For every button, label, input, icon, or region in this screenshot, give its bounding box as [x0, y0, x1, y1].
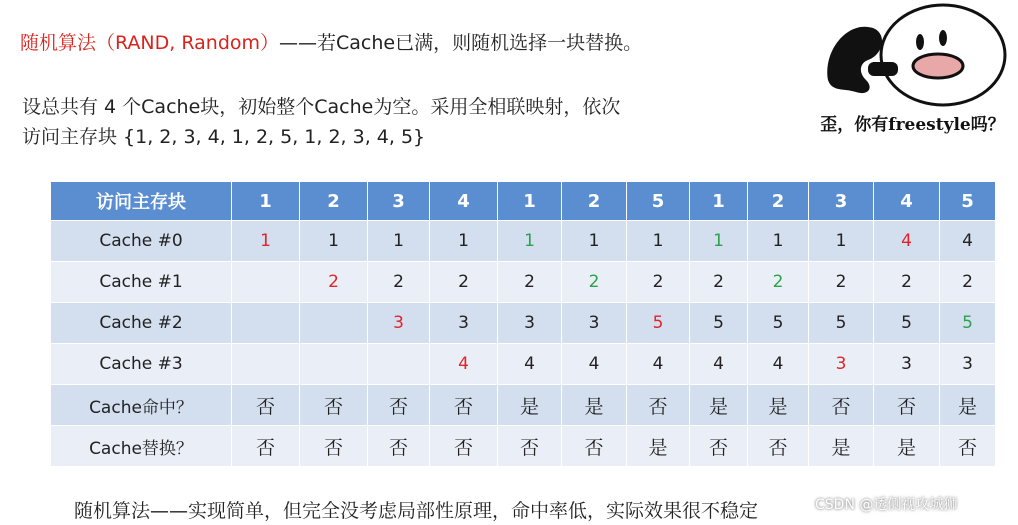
cache-row — [51, 221, 996, 262]
cache-cell: 1 — [498, 221, 562, 262]
replace-cell: 否 — [498, 426, 562, 467]
problem-description — [22, 92, 620, 152]
hit-cell: 否 — [300, 385, 368, 426]
cache-row — [51, 344, 996, 385]
header-access: 2 — [748, 182, 809, 221]
cache-cell: 2 — [368, 262, 430, 303]
replace-cell: 否 — [232, 426, 300, 467]
cache-cell: 2 — [874, 262, 940, 303]
header-label: 访问主存块 — [51, 182, 232, 221]
cache-cell — [300, 344, 368, 385]
cache-cell: 5 — [809, 303, 874, 344]
hit-cell: 是 — [562, 385, 627, 426]
cache-cell: 1 — [430, 221, 498, 262]
cache-cell — [232, 303, 300, 344]
header-access: 2 — [562, 182, 627, 221]
row-label: Cache #0 — [51, 221, 232, 262]
cache-cell: 2 — [627, 262, 690, 303]
replace-row — [51, 426, 996, 467]
cache-cell: 5 — [748, 303, 809, 344]
cache-cell: 2 — [748, 262, 809, 303]
slide-title — [20, 28, 642, 55]
cache-cell: 4 — [748, 344, 809, 385]
cache-cell: 2 — [430, 262, 498, 303]
hit-cell: 否 — [874, 385, 940, 426]
row-label: Cache命中？ — [51, 385, 232, 426]
cache-row — [51, 303, 996, 344]
header-access: 1 — [690, 182, 748, 221]
description-line-1: 设总共有 4 个Cache块，初始整个Cache为空。采用全相联映射，依次 — [22, 96, 621, 118]
algorithm-definition: ——若Cache已满，则随机选择一块替换。 — [279, 32, 643, 54]
cache-cell: 3 — [430, 303, 498, 344]
cache-cell: 1 — [368, 221, 430, 262]
cache-cell: 4 — [562, 344, 627, 385]
cache-cell: 4 — [940, 221, 996, 262]
replace-cell: 是 — [874, 426, 940, 467]
table-header-row — [51, 182, 996, 221]
cache-row — [51, 262, 996, 303]
cache-cell: 1 — [232, 221, 300, 262]
hit-row — [51, 385, 996, 426]
cache-cell: 4 — [874, 221, 940, 262]
hit-cell: 是 — [498, 385, 562, 426]
row-label: Cache #3 — [51, 344, 232, 385]
hit-cell: 否 — [368, 385, 430, 426]
row-label: Cache #1 — [51, 262, 232, 303]
description-line-2: 访问主存块 {1, 2, 3, 4, 1, 2, 5, 1, 2, 3, 4, 5} — [22, 126, 426, 148]
header-access: 5 — [940, 182, 996, 221]
cache-cell: 3 — [498, 303, 562, 344]
hit-cell: 是 — [690, 385, 748, 426]
cache-cell: 5 — [690, 303, 748, 344]
cache-cell: 5 — [627, 303, 690, 344]
replace-cell: 否 — [940, 426, 996, 467]
cache-cell: 3 — [940, 344, 996, 385]
replace-cell: 否 — [368, 426, 430, 467]
cache-cell — [232, 344, 300, 385]
header-access: 1 — [498, 182, 562, 221]
cache-cell: 3 — [562, 303, 627, 344]
cache-cell: 4 — [430, 344, 498, 385]
replace-cell: 否 — [300, 426, 368, 467]
replace-cell: 否 — [562, 426, 627, 467]
cache-cell: 1 — [809, 221, 874, 262]
cache-cell: 4 — [690, 344, 748, 385]
cache-cell: 2 — [562, 262, 627, 303]
header-access: 4 — [874, 182, 940, 221]
cache-cell: 1 — [748, 221, 809, 262]
cache-cell: 4 — [498, 344, 562, 385]
cache-cell: 4 — [627, 344, 690, 385]
header-access: 2 — [300, 182, 368, 221]
cache-cell: 1 — [690, 221, 748, 262]
meme-caption: 歪，你有freestyle吗？ — [820, 115, 1005, 135]
replace-cell: 是 — [809, 426, 874, 467]
row-label: Cache #2 — [51, 303, 232, 344]
cache-cell — [232, 262, 300, 303]
cache-cell: 5 — [940, 303, 996, 344]
header-access: 1 — [232, 182, 300, 221]
row-label: Cache替换？ — [51, 426, 232, 467]
header-access: 3 — [368, 182, 430, 221]
hit-cell: 否 — [232, 385, 300, 426]
cache-cell: 3 — [874, 344, 940, 385]
cache-cell: 2 — [809, 262, 874, 303]
cache-cell: 3 — [809, 344, 874, 385]
hit-cell: 是 — [940, 385, 996, 426]
replace-cell: 否 — [430, 426, 498, 467]
cache-cell: 1 — [562, 221, 627, 262]
conclusion-text: 随机算法——实现简单，但完全没考虑局部性原理，命中率低，实际效果很不稳定 — [74, 500, 759, 522]
hit-cell: 否 — [627, 385, 690, 426]
replace-cell: 否 — [690, 426, 748, 467]
watermark-credit: CSDN @透侧视攻城狮 — [815, 497, 958, 513]
cache-cell: 2 — [498, 262, 562, 303]
cache-cell: 3 — [368, 303, 430, 344]
replace-cell: 否 — [748, 426, 809, 467]
cache-cell: 2 — [300, 262, 368, 303]
header-access: 3 — [809, 182, 874, 221]
cache-cell: 1 — [300, 221, 368, 262]
replace-cell: 是 — [627, 426, 690, 467]
cache-cell: 5 — [874, 303, 940, 344]
cache-cell: 2 — [690, 262, 748, 303]
algorithm-term: 随机算法（RAND, Random） — [20, 32, 280, 54]
hit-cell: 否 — [809, 385, 874, 426]
cache-cell — [368, 344, 430, 385]
cache-simulation-table — [50, 181, 996, 467]
header-access: 5 — [627, 182, 690, 221]
cache-cell: 2 — [940, 262, 996, 303]
hit-cell: 是 — [748, 385, 809, 426]
cache-cell: 1 — [627, 221, 690, 262]
cache-cell — [300, 303, 368, 344]
header-access: 4 — [430, 182, 498, 221]
hit-cell: 否 — [430, 385, 498, 426]
